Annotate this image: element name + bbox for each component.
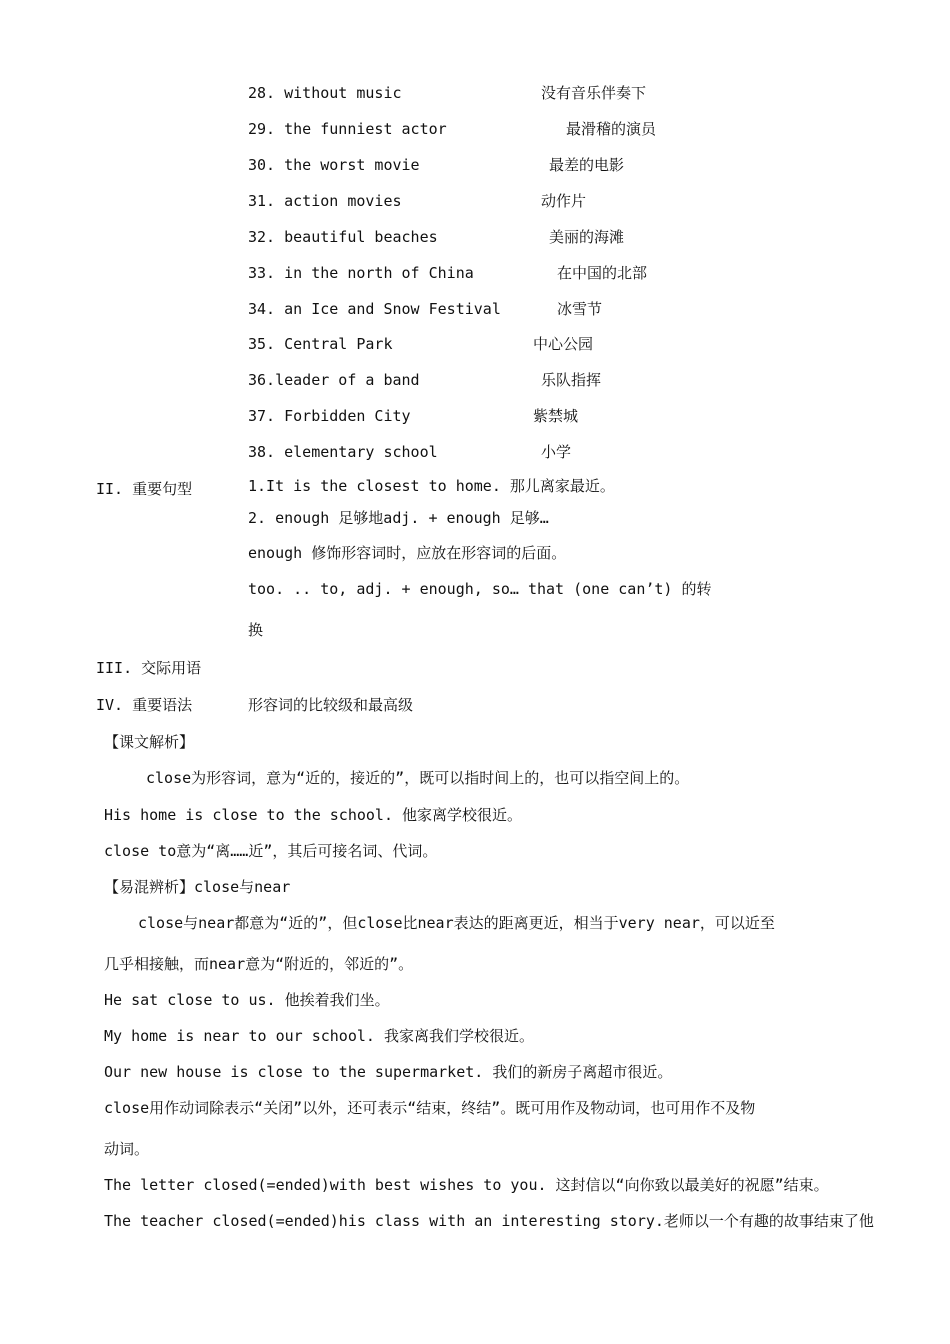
phrase-cn: 冰雪节: [557, 300, 603, 318]
phrase-cn: 美丽的海滩: [549, 228, 625, 246]
analysis-heading: 【课文解析】: [104, 733, 195, 751]
phrase-cn: 动作片: [541, 192, 587, 210]
phrase-en: 36.leader of a band: [248, 371, 420, 389]
sentence-pattern: 1.It is the closest to home. 那儿离家最近。: [248, 477, 615, 495]
grammar-content: 形容词的比较级和最高级: [248, 696, 414, 714]
section-title-3: III. 交际用语: [96, 659, 202, 677]
phrase-en: 30. the worst movie: [248, 156, 420, 174]
paragraph-line: His home is close to the school. 他家离学校很近。: [104, 806, 523, 824]
paragraph-line: close用作动词除表示“关闭”以外，还可表示“结束，终结”。既可用作及物动词，也可用作不及物: [104, 1099, 756, 1117]
phrase-en: 32. beautiful beaches: [248, 228, 438, 246]
phrase-cn: 没有音乐伴奏下: [541, 84, 647, 102]
phrase-cn: 小学: [541, 443, 572, 461]
paragraph-line: He sat close to us. 他挨着我们坐。: [104, 991, 390, 1009]
confusion-heading: 【易混辨析】close与near: [104, 878, 291, 896]
phrase-cn: 在中国的北部: [557, 264, 648, 282]
paragraph-line: Our new house is close to the supermarket. 我们的新房子离超市很近。: [104, 1063, 673, 1081]
paragraph-line: close与near都意为“近的”，但close比near表达的距离更近，相当于very near，可以近至: [138, 914, 775, 932]
sentence-pattern: enough 修饰形容词时，应放在形容词的后面。: [248, 544, 567, 562]
phrase-cn: 最差的电影: [549, 156, 625, 174]
phrase-cn: 最滑稽的演员: [566, 120, 657, 138]
paragraph-line: The teacher closed(=ended)his class with an interesting story.老师以一个有趣的故事结束了他: [104, 1212, 874, 1230]
sentence-pattern: too. .. to, adj. + enough, so… that (one can’t) 的转: [248, 580, 712, 598]
paragraph-line: My home is near to our school. 我家离我们学校很近。: [104, 1027, 534, 1045]
phrase-en: 35. Central Park: [248, 335, 393, 353]
paragraph-line: close to意为“离……近”，其后可接名词、代词。: [104, 842, 438, 860]
sentence-pattern: 2. enough 足够地adj. + enough 足够…: [248, 509, 549, 527]
paragraph-line: The letter closed(=ended)with best wishes to you. 这封信以“向你致以最美好的祝愿”结束。: [104, 1176, 829, 1194]
paragraph-line: 几乎相接触，而near意为“附近的，邻近的”。: [104, 955, 414, 973]
phrase-cn: 乐队指挥: [541, 371, 602, 389]
phrase-en: 34. an Ice and Snow Festival: [248, 300, 501, 318]
phrase-en: 28. without music: [248, 84, 402, 102]
paragraph-line: 动词。: [104, 1140, 150, 1158]
phrase-cn: 紫禁城: [533, 407, 579, 425]
phrase-cn: 中心公园: [533, 335, 594, 353]
phrase-en: 31. action movies: [248, 192, 402, 210]
section-title-4: IV. 重要语法: [96, 696, 193, 714]
phrase-en: 37. Forbidden City: [248, 407, 411, 425]
phrase-en: 33. in the north of China: [248, 264, 474, 282]
paragraph-line: close为形容词，意为“近的，接近的”，既可以指时间上的，也可以指空间上的。: [146, 769, 690, 787]
phrase-en: 29. the funniest actor: [248, 120, 447, 138]
sentence-pattern: 换: [248, 621, 264, 639]
section-title-2: II. 重要句型: [96, 480, 193, 498]
phrase-en: 38. elementary school: [248, 443, 438, 461]
